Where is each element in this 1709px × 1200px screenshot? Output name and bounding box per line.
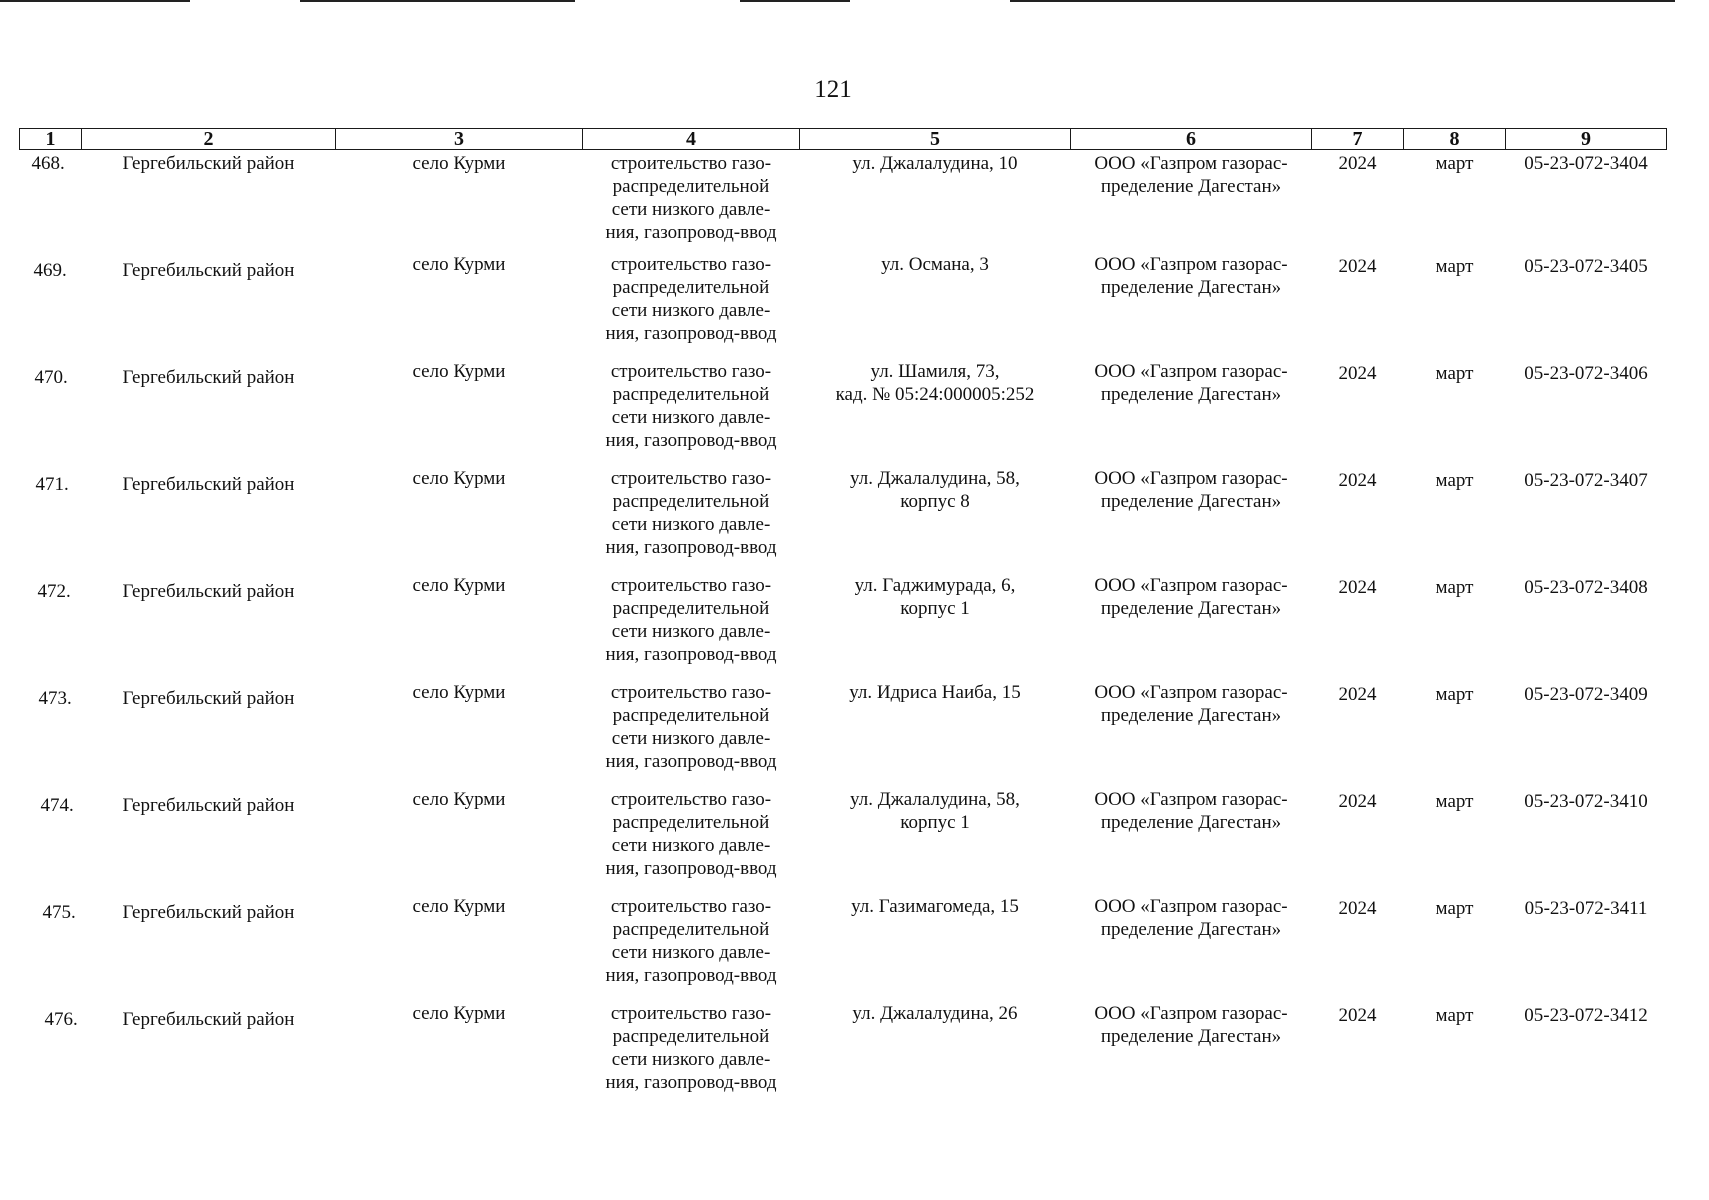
column-header: 3: [336, 129, 583, 150]
organization-cell-line: ООО «Газпром газорас-: [1094, 361, 1288, 382]
work-description-cell-line: ния, газопровод-ввод: [605, 430, 777, 451]
organization-cell: [1071, 681, 1312, 788]
settlement-cell: село Курми: [412, 575, 506, 596]
address-cell: [800, 681, 1071, 788]
work-description-cell-line: строительство газо-: [610, 1003, 772, 1024]
code-cell: 05-23-072-3404: [1524, 153, 1648, 174]
work-description-cell: [583, 574, 800, 681]
column-header: 4: [583, 129, 800, 150]
settlement-cell: село Курми: [412, 682, 506, 703]
work-description-cell-line: сети низкого давле-: [611, 621, 771, 642]
organization-cell-line: ООО «Газпром газорас-: [1094, 896, 1288, 917]
organization-cell-line: ООО «Газпром газорас-: [1094, 682, 1288, 703]
work-description-cell-line: сети низкого давле-: [611, 199, 771, 220]
work-description-cell-line: распределительной: [612, 277, 770, 298]
work-description-cell: [583, 788, 800, 895]
work-description-cell-line: распределительной: [612, 176, 770, 197]
work-description-cell-line: распределительной: [612, 491, 770, 512]
table-row: [20, 574, 1667, 681]
code-cell: 05-23-072-3409: [1524, 684, 1648, 705]
column-header: 5: [800, 129, 1071, 150]
month-cell: март: [1435, 363, 1474, 384]
work-description-cell-line: сети низкого давле-: [611, 1049, 771, 1070]
organization-cell-line: ООО «Газпром газорас-: [1094, 1003, 1288, 1024]
district-cell: Гергебильский район: [122, 581, 295, 602]
year-cell: 2024: [1338, 684, 1377, 705]
organization-cell-line: ООО «Газпром газорас-: [1094, 575, 1288, 596]
code-cell: 05-23-072-3412: [1524, 1005, 1648, 1026]
row-number-cell: 474.: [40, 795, 74, 816]
row-number-cell: 468.: [31, 153, 65, 174]
work-description-cell: [583, 360, 800, 467]
organization-cell: [1071, 150, 1312, 254]
address-cell-line: ул. Османа, 3: [881, 254, 989, 275]
year-cell: 2024: [1338, 153, 1377, 174]
work-description-cell-line: распределительной: [612, 1026, 770, 1047]
address-cell: [800, 895, 1071, 1002]
year-cell: 2024: [1338, 791, 1377, 812]
work-description-cell: [583, 150, 800, 254]
address-cell: [800, 574, 1071, 681]
organization-cell-line: пределение Дагестан»: [1100, 176, 1282, 197]
address-cell-line: ул. Идриса Наиба, 15: [849, 682, 1021, 703]
address-cell-line: ул. Джалалудина, 58,: [850, 789, 1020, 810]
scan-edge-line: [0, 0, 190, 2]
work-description-cell-line: строительство газо-: [610, 468, 772, 489]
year-cell: 2024: [1338, 363, 1377, 384]
year-cell: 2024: [1338, 898, 1377, 919]
organization-cell-line: пределение Дагестан»: [1100, 384, 1282, 405]
month-cell: март: [1435, 256, 1474, 277]
address-cell: [800, 253, 1071, 360]
address-cell-line: ул. Газимагомеда, 15: [851, 896, 1019, 917]
month-cell: март: [1435, 791, 1474, 812]
work-description-cell: [583, 467, 800, 574]
month-cell: март: [1435, 684, 1474, 705]
organization-cell-line: пределение Дагестан»: [1100, 919, 1282, 940]
table-row: [20, 1002, 1667, 1109]
table-row: [20, 150, 1667, 254]
work-description-cell-line: ния, газопровод-ввод: [605, 323, 777, 344]
address-cell: [800, 1002, 1071, 1109]
table-row: [20, 788, 1667, 895]
column-header: 1: [20, 129, 82, 150]
organization-cell: [1071, 253, 1312, 360]
work-description-cell-line: строительство газо-: [610, 254, 772, 275]
organization-cell-line: пределение Дагестан»: [1100, 812, 1282, 833]
organization-cell-line: пределение Дагестан»: [1100, 491, 1282, 512]
page-number: 121: [814, 76, 852, 103]
organization-cell: [1071, 1002, 1312, 1109]
settlement-cell: село Курми: [412, 789, 506, 810]
work-description-cell-line: строительство газо-: [610, 896, 772, 917]
month-cell: март: [1435, 577, 1474, 598]
organization-cell: [1071, 360, 1312, 467]
organization-cell-line: ООО «Газпром газорас-: [1094, 468, 1288, 489]
work-description-cell-line: строительство газо-: [610, 153, 772, 174]
work-description-cell-line: ния, газопровод-ввод: [605, 1072, 777, 1093]
organization-cell: [1071, 895, 1312, 1002]
work-description-cell-line: распределительной: [612, 598, 770, 619]
address-cell-line: корпус 1: [900, 598, 970, 619]
year-cell: 2024: [1338, 470, 1377, 491]
address-cell: [800, 467, 1071, 574]
month-cell: март: [1435, 470, 1474, 491]
register-table: [19, 128, 1667, 1109]
row-number-cell: 470.: [34, 367, 68, 388]
address-cell: [800, 788, 1071, 895]
work-description-cell-line: строительство газо-: [610, 682, 772, 703]
month-cell: март: [1435, 153, 1474, 174]
work-description-cell: [583, 681, 800, 788]
district-cell: Гергебильский район: [122, 153, 295, 174]
code-cell: 05-23-072-3408: [1524, 577, 1648, 598]
district-cell: Гергебильский район: [122, 367, 295, 388]
district-cell: Гергебильский район: [122, 1009, 295, 1030]
month-cell: март: [1435, 1005, 1474, 1026]
year-cell: 2024: [1338, 256, 1377, 277]
organization-cell-line: пределение Дагестан»: [1100, 1026, 1282, 1047]
column-header: 7: [1312, 129, 1404, 150]
work-description-cell-line: сети низкого давле-: [611, 835, 771, 856]
organization-cell: [1071, 574, 1312, 681]
column-header: 8: [1404, 129, 1506, 150]
code-cell: 05-23-072-3405: [1524, 256, 1648, 277]
address-cell-line: ул. Шамиля, 73,: [870, 361, 1000, 382]
table-row: [20, 895, 1667, 1002]
row-number-cell: 473.: [38, 688, 72, 709]
work-description-cell-line: сети низкого давле-: [611, 942, 771, 963]
district-cell: Гергебильский район: [122, 474, 295, 495]
table-body: [20, 150, 1667, 1110]
work-description-cell-line: сети низкого давле-: [611, 407, 771, 428]
organization-cell-line: пределение Дагестан»: [1100, 277, 1282, 298]
address-cell-line: ул. Гаджимурада, 6,: [854, 575, 1016, 596]
work-description-cell: [583, 1002, 800, 1109]
settlement-cell: село Курми: [412, 254, 506, 275]
work-description-cell-line: строительство газо-: [610, 361, 772, 382]
work-description-cell-line: ния, газопровод-ввод: [605, 965, 777, 986]
work-description-cell-line: сети низкого давле-: [611, 728, 771, 749]
table-row: [20, 360, 1667, 467]
organization-cell-line: ООО «Газпром газорас-: [1094, 153, 1288, 174]
work-description-cell: [583, 253, 800, 360]
month-cell: март: [1435, 898, 1474, 919]
district-cell: Гергебильский район: [122, 688, 295, 709]
row-number-cell: 472.: [37, 581, 71, 602]
row-number-cell: 475.: [42, 902, 76, 923]
district-cell: Гергебильский район: [122, 795, 295, 816]
code-cell: 05-23-072-3407: [1524, 470, 1648, 491]
work-description-cell-line: распределительной: [612, 919, 770, 940]
organization-cell-line: пределение Дагестан»: [1100, 705, 1282, 726]
work-description-cell-line: ния, газопровод-ввод: [605, 222, 777, 243]
address-cell-line: ул. Джалалудина, 26: [852, 1003, 1018, 1024]
settlement-cell: село Курми: [412, 896, 506, 917]
work-description-cell: [583, 895, 800, 1002]
work-description-cell-line: ния, газопровод-ввод: [605, 644, 777, 665]
work-description-cell-line: ния, газопровод-ввод: [605, 751, 777, 772]
organization-cell-line: ООО «Газпром газорас-: [1094, 789, 1288, 810]
row-number-cell: 476.: [44, 1009, 78, 1030]
work-description-cell-line: сети низкого давле-: [611, 300, 771, 321]
settlement-cell: село Курми: [412, 153, 506, 174]
work-description-cell-line: строительство газо-: [610, 575, 772, 596]
header-row: [20, 129, 1667, 150]
work-description-cell-line: распределительной: [612, 705, 770, 726]
settlement-cell: село Курми: [412, 1003, 506, 1024]
table-row: [20, 681, 1667, 788]
district-cell: Гергебильский район: [122, 260, 295, 281]
work-description-cell-line: ния, газопровод-ввод: [605, 537, 777, 558]
address-cell-line: ул. Джалалудина, 58,: [850, 468, 1020, 489]
settlement-cell: село Курми: [412, 468, 506, 489]
organization-cell-line: ООО «Газпром газорас-: [1094, 254, 1288, 275]
work-description-cell-line: сети низкого давле-: [611, 514, 771, 535]
year-cell: 2024: [1338, 577, 1377, 598]
address-cell-line: кад. № 05:24:000005:252: [835, 384, 1035, 405]
code-cell: 05-23-072-3411: [1524, 898, 1648, 919]
column-header: 6: [1071, 129, 1312, 150]
work-description-cell-line: ния, газопровод-ввод: [605, 858, 777, 879]
organization-cell: [1071, 788, 1312, 895]
year-cell: 2024: [1338, 1005, 1377, 1026]
work-description-cell-line: строительство газо-: [610, 789, 772, 810]
column-header: 2: [82, 129, 336, 150]
scan-edge-line: [300, 0, 575, 2]
column-header: 9: [1506, 129, 1667, 150]
work-description-cell-line: распределительной: [612, 812, 770, 833]
address-cell: [800, 360, 1071, 467]
organization-cell: [1071, 467, 1312, 574]
work-description-cell-line: распределительной: [612, 384, 770, 405]
code-cell: 05-23-072-3410: [1524, 791, 1648, 812]
scan-edge-line: [740, 0, 850, 2]
address-cell-line: ул. Джалалудина, 10: [852, 153, 1018, 174]
organization-cell-line: пределение Дагестан»: [1100, 598, 1282, 619]
code-cell: 05-23-072-3406: [1524, 363, 1648, 384]
address-cell: [800, 150, 1071, 254]
settlement-cell: село Курми: [412, 361, 506, 382]
row-number-cell: 469.: [33, 260, 67, 281]
row-number-cell: 471.: [35, 474, 69, 495]
address-cell-line: корпус 1: [900, 812, 970, 833]
district-cell: Гергебильский район: [122, 902, 295, 923]
table-row: [20, 253, 1667, 360]
address-cell-line: корпус 8: [900, 491, 970, 512]
table-row: [20, 467, 1667, 574]
scan-edge-line: [1010, 0, 1675, 2]
